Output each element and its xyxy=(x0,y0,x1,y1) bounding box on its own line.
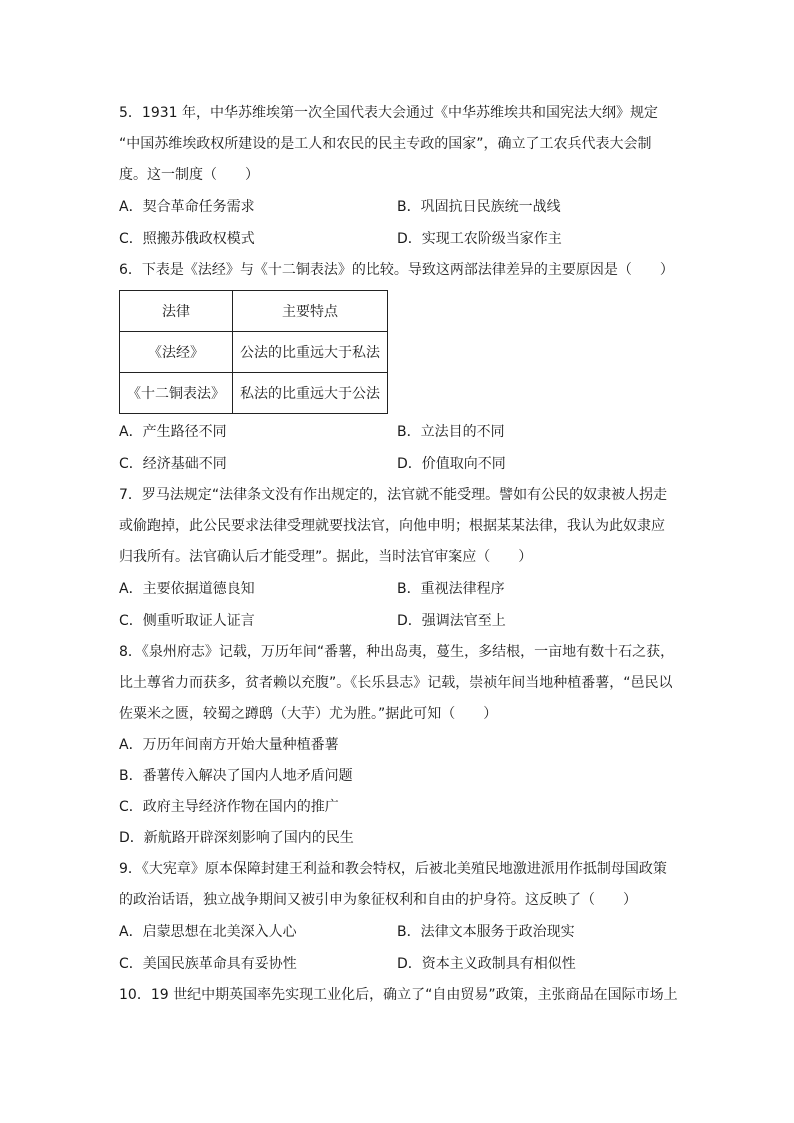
question-9 xyxy=(119,854,679,980)
question-text-line: 归我所有。法官确认后才能受理”。据此，当时法官审案应（ ） xyxy=(119,549,533,565)
question-text-line: 度。这一制度（ ） xyxy=(119,167,259,183)
question-text-line: “中国苏维埃政权所建设的是工人和农民的民主专政的国家”，确立了工农兵代表大会制 xyxy=(119,136,652,152)
table-cell: 《法经》 xyxy=(120,332,233,373)
option-d[interactable]: D．价值取向不同 xyxy=(397,456,506,472)
table-row xyxy=(120,332,388,373)
option-d[interactable]: D．资本主义政制具有相似性 xyxy=(397,956,576,972)
option-row xyxy=(119,605,679,637)
question-text-line: 8．《泉州府志》记载，万历年间“番薯，种出岛夷，蔓生，多结根，一亩地有数十石之获， xyxy=(119,644,675,660)
question-text-line: 10．19 世纪中期英国率先实现工业化后，确立了“自由贸易”政策，主张商品在国际市场上 xyxy=(119,987,678,1003)
option-row xyxy=(119,191,679,223)
question-text-line: 或偷跑掉，此公民要求法律受理就要找法官，向他申明；根据某某法律，我认为此奴隶应 xyxy=(119,518,665,534)
option-row xyxy=(119,223,679,255)
option-b[interactable]: B．法律文本服务于政治现实 xyxy=(397,924,575,940)
question-text-line: 5．1931 年，中华苏维埃第一次全国代表大会通过《中华苏维埃共和国宪法大纲》规定 xyxy=(119,105,658,121)
option-c[interactable]: C．侧重听取证人证言 xyxy=(119,613,255,629)
question-text-line: 佐粟米之匮，较蜀之蹲鸱（大芋）尤为胜。”据此可知（ ） xyxy=(119,706,498,722)
table-header-row xyxy=(120,291,388,332)
option-d[interactable]: D．实现工农阶级当家作主 xyxy=(397,231,562,247)
question-text-line: 9．《大宪章》原本保障封建王利益和教会特权，后被北美殖民地激进派用作抵制母国政策 xyxy=(119,861,667,877)
option-a[interactable]: A．契合革命任务需求 xyxy=(119,199,255,215)
option-a[interactable]: A．主要依据道德良知 xyxy=(119,581,255,597)
question-text-line: 6．下表是《法经》与《十二铜表法》的比较。导致这两部法律差异的主要原因是（ ） xyxy=(119,262,674,278)
question-8 xyxy=(119,637,679,854)
option-c[interactable]: C．政府主导经济作物在国内的推广 xyxy=(119,799,339,815)
option-b[interactable]: B．番薯传入解决了国内人地矛盾问题 xyxy=(119,768,353,784)
question-text-line: 的政治话语，独立战争期间又被引申为象征权利和自由的护身符。这反映了（ ） xyxy=(119,892,637,908)
option-d[interactable]: D．新航路开辟深刻影响了国内的民生 xyxy=(119,830,354,846)
question-text-line: 7．罗马法规定“法律条文没有作出规定的，法官就不能受理。譬如有公民的奴隶被人拐走 xyxy=(119,487,668,503)
question-5 xyxy=(119,98,679,255)
option-row xyxy=(119,916,679,948)
table-row xyxy=(120,373,388,414)
table-cell: 私法的比重远大于公法 xyxy=(233,373,388,414)
table-cell: 《十二铜表法》 xyxy=(120,373,233,414)
law-comparison-table xyxy=(119,290,388,414)
table-header-cell: 法律 xyxy=(120,291,233,332)
question-list xyxy=(119,98,679,1011)
question-text-line: 比土蓴省力而获多，贫者赖以充腹”。《长乐县志》记载，崇祯年间当地种植番薯，“邑民以 xyxy=(119,675,673,691)
option-b[interactable]: B．重视法律程序 xyxy=(397,581,505,597)
table-cell: 公法的比重远大于私法 xyxy=(233,332,388,373)
question-10 xyxy=(119,980,679,1011)
option-row xyxy=(119,416,679,448)
option-row xyxy=(119,448,679,480)
option-row xyxy=(119,948,679,980)
option-b[interactable]: B．立法目的不同 xyxy=(397,424,505,440)
option-a[interactable]: A．万历年间南方开始大量种植番薯 xyxy=(119,737,339,753)
option-row xyxy=(119,573,679,605)
option-c[interactable]: C．照搬苏俄政权模式 xyxy=(119,231,255,247)
option-c[interactable]: C．美国民族革命具有妥协性 xyxy=(119,956,297,972)
option-b[interactable]: B．巩固抗日民族统一战线 xyxy=(397,199,561,215)
option-a[interactable]: A．启蒙思想在北美深入人心 xyxy=(119,924,297,940)
option-d[interactable]: D．强调法官至上 xyxy=(397,613,506,629)
table-header-cell: 主要特点 xyxy=(233,291,388,332)
question-6 xyxy=(119,255,679,480)
option-c[interactable]: C．经济基础不同 xyxy=(119,456,227,472)
question-7 xyxy=(119,480,679,637)
option-a[interactable]: A．产生路径不同 xyxy=(119,424,227,440)
